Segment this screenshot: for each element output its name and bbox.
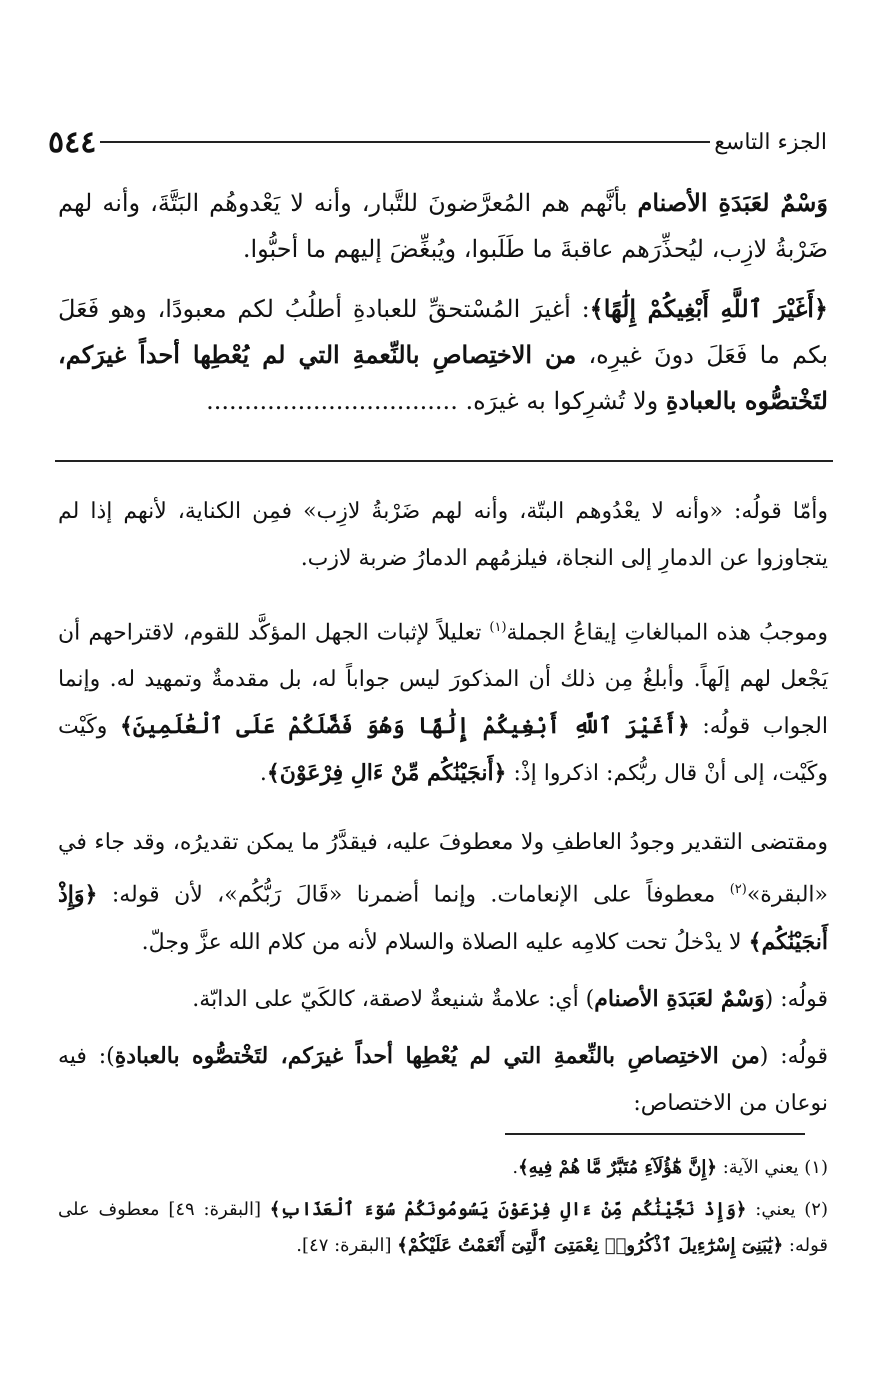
quran-verse: ﴿وَإِذْ أَنجَيْنَٰكُم﴾ (58, 881, 828, 955)
commentary-paragraph-2 (58, 604, 828, 797)
page-number: ٥٤٤ (48, 124, 97, 160)
text-run: تعليلاً لإثبات الجهل المؤكَّد للقوم، لاقتراحهم أن يَجْعل لهم إلَهاً. وأبلغُ مِن ذلك أن المذكورَ ليس جواباً له، بل مقدمةٌ وتمهيد له. وإنما الجواب قولُه: (58, 620, 828, 740)
commentary-paragraph-4 (58, 976, 828, 1023)
quran-verse: ﴿أَغَيْرَ ٱللَّهِ أَبْغِيكُمْ إِلَٰهًا وَهُوَ فَضَّلَكُمْ عَلَى ٱلْعَٰلَمِينَ﴾ (119, 713, 690, 740)
section-divider (55, 460, 833, 462)
text-run: ومقتضى التقدير وجودُ العاطفِ ولا معطوفَ عليه، فيقدَّرُ ما يمكن تقديرُه، وقد جاء في «البقرة» (58, 830, 828, 908)
text-run: وموجبُ هذه المبالغاتِ إيقاعُ الجملة (506, 620, 828, 646)
footnote-marker-2[interactable]: (٢) (729, 882, 747, 898)
main-highlight: وَسْمٌ لعَبَدَةِ الأصنام (637, 188, 828, 217)
quran-verse: ﴿أَنجَيْنَٰكُم مِّنْ ءَالِ فِرْعَوْنَ﴾ (266, 760, 507, 787)
text-run: (٢) يعني: (746, 1199, 828, 1220)
text-run: [البقرة: ٤٧]. (296, 1235, 398, 1256)
footnotes (58, 1150, 828, 1270)
text-run: ) أي: علامةٌ شنيعةٌ لاصقة، كالكَيّ على الدابّة. (192, 986, 595, 1012)
text-run: قولُه: ( (759, 1043, 828, 1069)
quran-verse: ﴿وَإِذْ نَجَّيْنَٰكُم مِّنْ ءَالِ فِرْعَوْنَ يَسُومُونَكُمْ سُوٓءَ ٱلْعَذَابِ﴾ (269, 1199, 747, 1220)
commentary-paragraph-3 (58, 819, 828, 965)
quoted-phrase: من الاختِصاصِ بالنِّعمةِ التي لم يُعْطِها أحداً غيرَكم، لتَخْتصُّوه بالعبادةِ (114, 1042, 760, 1069)
text-run: قولُه: ( (764, 986, 828, 1012)
page-header (30, 122, 845, 162)
footnote-marker-1[interactable]: (١) (489, 620, 507, 635)
main-highlight: من الاختِصاصِ بالنِّعمةِ التي لم يُعْطِها أحداً غيرَكم، لتَخْتصُّوه بالعبادةِ (58, 340, 828, 415)
main-text-run: ولا تُشرِكوا به غيرَه. ................................. (206, 387, 666, 415)
main-text (58, 180, 828, 438)
text-run: لا يدْخلُ تحت كلامِه عليه الصلاة والسلام لأنه من كلام الله عزَّ وجلّ. (141, 929, 749, 955)
text-run: . (512, 1157, 519, 1178)
main-paragraph-1 (58, 180, 828, 272)
main-text-run: بأنَّهم هم المُعرَّضونَ للتَّبار، وأنه لا يَعْدوهُم البَتَّةَ، وأنه لهم ضَرْبةُ لازِب، ليُحذِّرَهم عاقبةَ ما طَلَبوا، ويُبغِّضَ إليهم ما أحبُّوا. (58, 189, 828, 263)
quran-verse: ﴿يَٰبَنِىٓ إِسْرَٰٓءِيلَ ٱذْكُرُوا۟ نِعْمَتِىَ ٱلَّتِىٓ أَنْعَمْتُ عَلَيْكُمْ﴾ (397, 1235, 784, 1256)
text-run: وكَيْت وكَيْت، إلى أنْ قال ربُّكم: اذكروا إذْ: (58, 714, 828, 787)
text-run: [البقرة: ٤٩] معطوف على قوله: (58, 1199, 828, 1256)
header-rule (100, 141, 710, 143)
text-run: . (259, 761, 267, 787)
volume-title: الجزء التاسع (714, 129, 827, 155)
quran-verse: ﴿إِنَّ هَٰٓؤُلَآءِ مُتَبَّرٌ مَّا هُمْ فِيهِ﴾ (518, 1157, 717, 1178)
commentary (58, 488, 828, 1149)
footnote-2 (58, 1192, 828, 1264)
text-run: (١) يعني الآية: (716, 1157, 828, 1178)
text-run: ): فيه نوعان من الاختصاص: (58, 1043, 828, 1116)
footnote-1 (58, 1150, 828, 1186)
commentary-paragraph-5 (58, 1033, 828, 1127)
footnote-divider (505, 1133, 805, 1135)
text-run: معطوفاً على الإنعامات. وإنما أضمرنا «قَالَ رَبُّكُم»، لأن قوله: (97, 882, 730, 908)
main-text-run: : أغيرَ المُسْتحقِّ للعبادةِ أطلُبُ لكم معبودًا، وهو فَعَلَ بكم ما فَعَلَ دونَ غيرِه، (58, 295, 828, 369)
quran-verse: ﴿أَغَيْرَ ٱللَّهِ أَبْغِيكُمْ إِلَٰهًا﴾ (589, 294, 828, 323)
quoted-phrase: وَسْمٌ لعَبَدَةِ الأصنام (594, 985, 765, 1012)
main-paragraph-2 (58, 286, 828, 424)
commentary-paragraph-1: وأمّا قولُه: «وأنه لا يعْدُوهم البتّة، وأنه لهم ضَرْبةُ لازِب» فمِن الكناية، لأنهم إذا لم يتجاوزوا عن الدمارِ إلى النجاة، فيلزمُهم الدمارُ ضربة لازب. (58, 499, 828, 571)
